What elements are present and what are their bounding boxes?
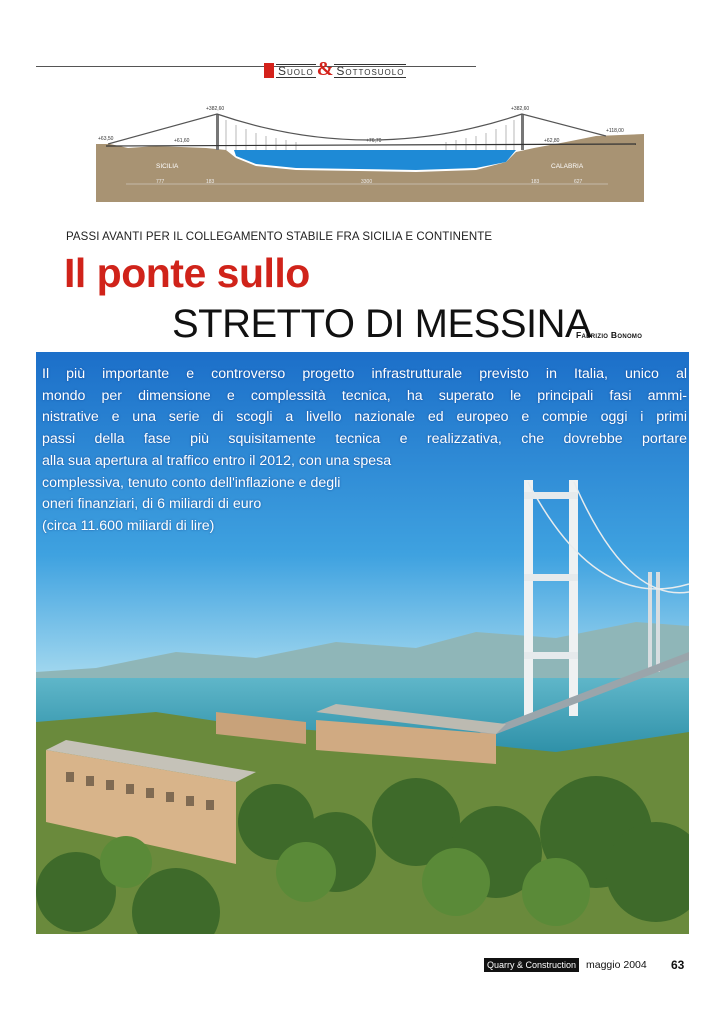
intro-line: mondo per dimensione e complessità tecnica, ha superato le principali fasi ammi- <box>42 387 687 404</box>
intro-line: oneri finanziari, di 6 miliardi di euro <box>42 496 262 513</box>
intro-line: Il più importante e controverso progetto infrastrutturale previsto in Italia, unico al <box>42 366 687 382</box>
section-marker <box>264 63 274 78</box>
title-line-2: STRETTO DI MESSINA <box>172 302 592 346</box>
elevation-tower-calabria: +382,60 <box>511 106 530 112</box>
span-calabria-approach: 627 <box>574 179 583 185</box>
footer-date: maggio 2004 <box>586 959 647 971</box>
article-kicker: PASSI AVANTI PER IL COLLEGAMENTO STABILE FRA SICILIA E CONTINENTE <box>66 231 493 243</box>
intro-line: nistrative e una serie di scogli a livello nazionale ed europeo e compie oggi i primi <box>42 409 687 426</box>
elevation-tower-sicily: +382,60 <box>206 106 225 112</box>
page-number: 63 <box>671 958 685 972</box>
intro-line: passi della fase più squisitamente tecnica e realizzativa, che dovrebbe portare <box>42 431 687 448</box>
elevation-calabria-end: +118,00 <box>606 128 624 134</box>
elevation-sicily-pier: +61,60 <box>174 138 190 144</box>
label-sicilia: SICILIA <box>156 163 179 170</box>
section-amp: & <box>316 57 334 80</box>
title-line-1: Il ponte sullo <box>64 250 310 296</box>
span-sicily-side: 183 <box>206 179 215 185</box>
span-calabria-side: 183 <box>531 179 540 185</box>
span-sicily-approach: 777 <box>156 179 165 185</box>
intro-line: complessiva, tenuto conto dell'inflazione e degli <box>42 474 341 491</box>
footer-publication: Quarry & Construction <box>484 958 579 972</box>
elevation-midspan: +76,70 <box>366 138 382 144</box>
section-second: Sottosuolo <box>336 63 405 78</box>
intro-text <box>42 364 687 538</box>
elevation-calabria-pier: +62,80 <box>544 138 560 144</box>
author: Fabrizio Bonomo <box>576 330 643 340</box>
section-tag <box>264 57 406 80</box>
span-main: 3300 <box>361 179 373 185</box>
header-rule <box>36 66 476 67</box>
intro-line: alla sua apertura al traffico entro il 2012, con una spesa <box>42 452 392 469</box>
section-first: Suolo <box>278 63 314 78</box>
elevation-sicily-end: +63,50 <box>98 136 114 142</box>
bridge-profile-diagram <box>96 96 644 202</box>
intro-line: (circa 11.600 miliardi di lire) <box>42 517 215 534</box>
label-calabria: CALABRIA <box>551 163 584 170</box>
